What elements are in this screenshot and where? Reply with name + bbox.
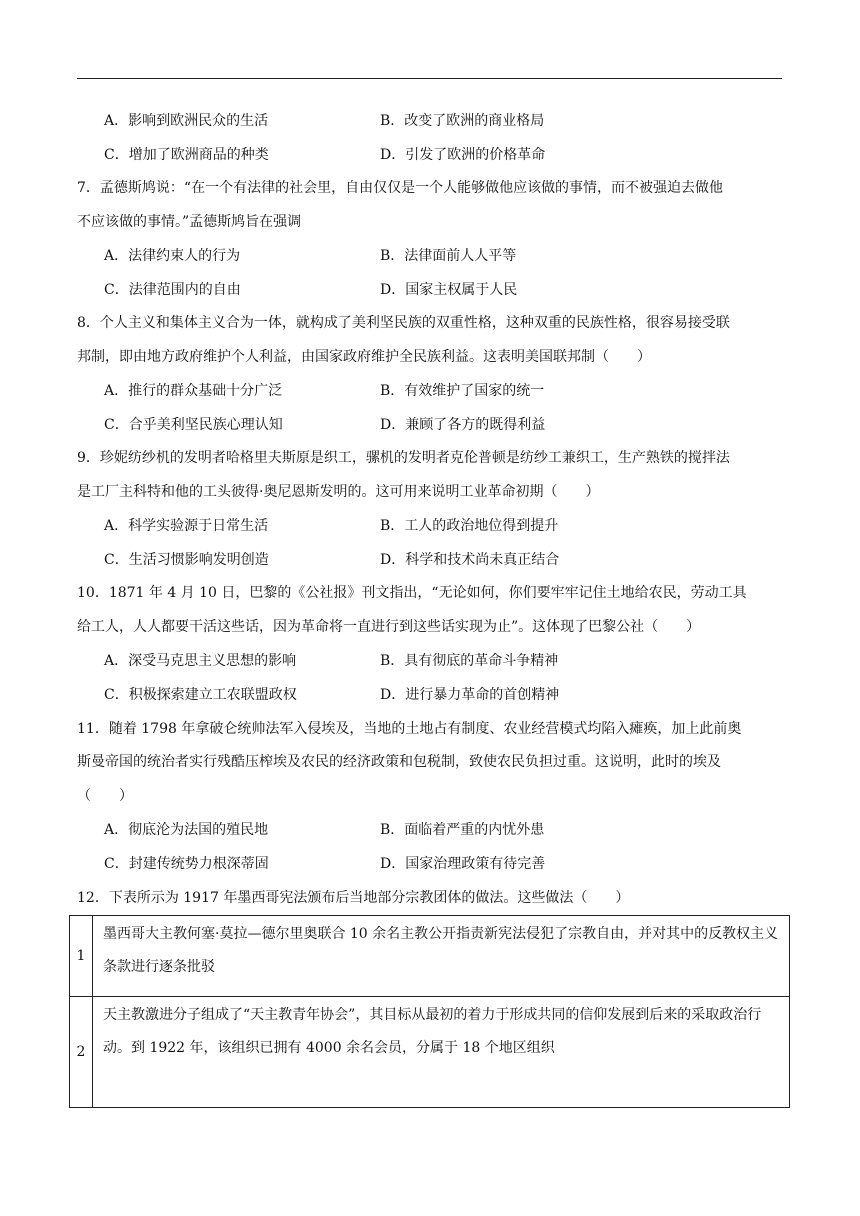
q11-option-a[interactable]: A．彻底沦为法国的殖民地	[104, 822, 269, 838]
q10-stem-line-2: 给工人，人人都要干活这些话，因为革命将一直进行到这些话实现为止”。这体现了巴黎公社（ ）	[77, 619, 701, 635]
q9-stem-line-2: 是工厂主科特和他的工头彼得·奥尼恩斯发明的。这可用来说明工业革命初期（ ）	[77, 484, 600, 500]
table-row	[70, 997, 790, 1108]
q9-option-d[interactable]: D．科学和技术尚未真正结合	[380, 552, 560, 568]
q8-option-d[interactable]: D．兼顾了各方的既得利益	[380, 417, 546, 433]
q11-option-d[interactable]: D．国家治理政策有待完善	[380, 856, 546, 872]
table-cell-number: 1	[70, 916, 93, 997]
table-cell-number: 2	[70, 997, 93, 1108]
q11-stem-line-2: 斯曼帝国的统治者实行残酷压榨埃及农民的经济政策和包税制，致使农民负担过重。这说明，此时的埃及	[77, 754, 721, 770]
q10-option-d[interactable]: D．进行暴力革命的首创精神	[380, 687, 560, 703]
q8-option-b[interactable]: B．有效维护了国家的统一	[380, 383, 545, 399]
q11-stem-line-3: （ ）	[77, 788, 133, 804]
q12-stem: 12．下表所示为 1917 年墨西哥宪法颁布后当地部分宗教团体的做法。这些做法（ ）	[77, 890, 630, 906]
q8-stem-line-1: 8．个人主义和集体主义合为一体，就构成了美利坚民族的双重性格，这种双重的民族性格，很容易接受联	[77, 315, 730, 331]
q9-stem-line-1: 9．珍妮纺纱机的发明者哈格里夫斯原是织工，骡机的发明者克伦普顿是纺纱工兼织工，生产熟铁的搅拌法	[77, 450, 730, 466]
q11-stem-line-1: 11．随着 1798 年拿破仑统帅法军入侵埃及，当地的土地占有制度、农业经营模式均陷入瘫痪，加上此前奥	[77, 721, 742, 737]
q7-option-a[interactable]: A．法律约束人的行为	[104, 248, 241, 264]
table-row	[70, 916, 790, 997]
q7-option-d[interactable]: D．国家主权属于人民	[380, 282, 518, 298]
q7-stem-line-1: 7．孟德斯鸠说：“在一个有法律的社会里，自由仅仅是一个人能够做他应该做的事情，而不被强迫去做他	[77, 180, 724, 196]
table-cell-text: 天主教激进分子组成了“天主教青年协会”，其目标从最初的着力于形成共同的信仰发展到后来的采取政治行动。到 1922 年，该组织已拥有 4000 余名会员，分属于 18 个地区组织	[93, 997, 790, 1108]
q10-option-c[interactable]: C．积极探索建立工农联盟政权	[104, 687, 297, 703]
q8-stem-line-2: 邦制，即由地方政府维护个人利益，由国家政府维护全民族利益。这表明美国联邦制（ ）	[77, 349, 651, 365]
q8-option-c[interactable]: C．合乎美利坚民族心理认知	[104, 417, 283, 433]
q9-option-b[interactable]: B．工人的政治地位得到提升	[380, 518, 559, 534]
q6-option-a[interactable]: A．影响到欧洲民众的生活	[104, 113, 269, 129]
q11-option-c[interactable]: C．封建传统势力根深蒂固	[104, 856, 269, 872]
q6-option-d[interactable]: D．引发了欧洲的价格革命	[380, 147, 546, 163]
q8-option-a[interactable]: A．推行的群众基础十分广泛	[104, 383, 283, 399]
q10-option-b[interactable]: B．具有彻底的革命斗争精神	[380, 653, 559, 669]
q7-option-b[interactable]: B．法律面前人人平等	[380, 248, 517, 264]
q9-option-c[interactable]: C．生活习惯影响发明创造	[104, 552, 269, 568]
header-rule	[77, 78, 782, 79]
q6-option-c[interactable]: C．增加了欧洲商品的种类	[104, 147, 269, 163]
q7-stem-line-2: 不应该做的事情。”孟德斯鸠旨在强调	[77, 214, 302, 230]
q9-option-a[interactable]: A．科学实验源于日常生活	[104, 518, 269, 534]
table-cell-text: 墨西哥大主教何塞·莫拉—德尔里奥联合 10 余名主教公开指责新宪法侵犯了宗教自由，并对其中的反教权主义条款进行逐条批驳	[93, 916, 790, 997]
q7-option-c[interactable]: C．法律范围内的自由	[104, 282, 241, 298]
q12-table	[69, 915, 790, 1108]
q10-stem-line-1: 10．1871 年 4 月 10 日，巴黎的《公社报》刊文指出，“无论如何，你们要牢牢记住土地给农民，劳动工具	[77, 585, 747, 601]
q11-option-b[interactable]: B．面临着严重的内忧外患	[380, 822, 545, 838]
q10-option-a[interactable]: A．深受马克思主义思想的影响	[104, 653, 297, 669]
q6-option-b[interactable]: B．改变了欧洲的商业格局	[380, 113, 545, 129]
